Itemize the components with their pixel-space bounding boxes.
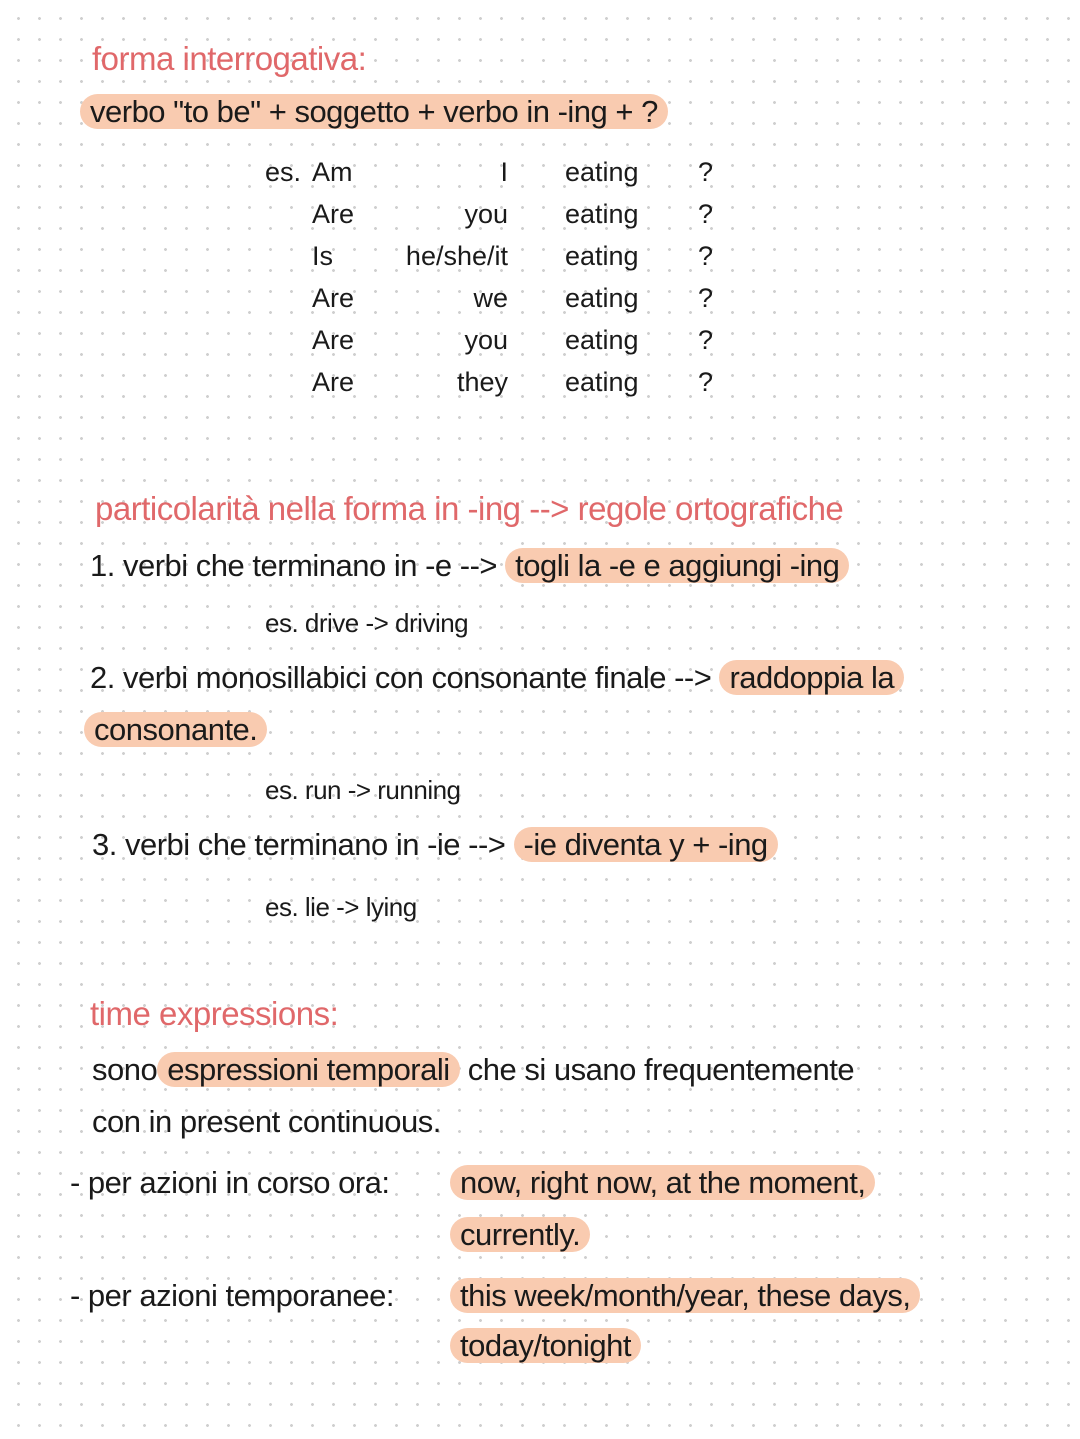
qmark-cell: ? bbox=[698, 367, 714, 397]
verb-cell: Are bbox=[312, 367, 355, 397]
qmark-cell: ? bbox=[698, 199, 714, 229]
rule3-example: es. lie -> lying bbox=[265, 892, 417, 922]
rule2-example: es. run -> running bbox=[265, 775, 461, 805]
item1-highlight-2: currently. bbox=[450, 1217, 590, 1252]
ing-cell: eating bbox=[565, 325, 639, 355]
item2-highlight-2: today/tonight bbox=[450, 1328, 641, 1363]
ing-cell: eating bbox=[565, 367, 639, 397]
verb-cell: Am bbox=[312, 157, 353, 187]
rule2-text: 2. verbi monosillabici con consonante finale --> bbox=[90, 660, 712, 695]
rule1-example: es. drive -> driving bbox=[265, 608, 469, 638]
qmark-cell: ? bbox=[698, 325, 714, 355]
paragraph-text: sono bbox=[92, 1052, 158, 1087]
qmark-cell: ? bbox=[698, 283, 714, 313]
subject-cell: you bbox=[464, 325, 508, 355]
ing-cell: eating bbox=[565, 241, 639, 271]
formula: verbo "to be" + soggetto + verbo in -ing + ? bbox=[80, 94, 668, 129]
section-title-time-expressions: time expressions: bbox=[90, 995, 339, 1032]
section-title-spelling: particolarità nella forma in -ing --> regole ortografiche bbox=[95, 490, 844, 527]
subject-cell: you bbox=[464, 199, 508, 229]
rule2-highlight-2: consonante. bbox=[84, 712, 267, 747]
subject-cell: we bbox=[473, 283, 508, 313]
rule1-text: 1. verbi che terminano in -e --> bbox=[90, 548, 497, 583]
ing-cell: eating bbox=[565, 157, 639, 187]
es-label: es. bbox=[265, 157, 302, 187]
verb-cell: Are bbox=[312, 325, 355, 355]
paragraph-line-2: con in present continuous. bbox=[92, 1104, 441, 1139]
verb-cell: Are bbox=[312, 199, 355, 229]
item2-label: - per azioni temporanee: bbox=[70, 1278, 395, 1313]
item1-highlight: now, right now, at the moment, bbox=[450, 1165, 875, 1200]
subject-cell: I bbox=[500, 157, 508, 187]
ing-cell: eating bbox=[565, 283, 639, 313]
item1-label: - per azioni in corso ora: bbox=[70, 1165, 390, 1200]
verb-cell: Are bbox=[312, 283, 355, 313]
paragraph-text-2: che si usano frequentemente bbox=[467, 1052, 855, 1087]
item2-highlight: this week/month/year, these days, bbox=[450, 1278, 920, 1313]
rule1-highlight: togli la -e e aggiungi -ing bbox=[505, 548, 849, 583]
rule3-highlight: -ie diventa y + -ing bbox=[514, 827, 778, 862]
verb-cell: Is bbox=[312, 241, 334, 271]
qmark-cell: ? bbox=[698, 157, 714, 187]
ing-cell: eating bbox=[565, 199, 639, 229]
rule3-text: 3. verbi che terminano in -ie --> bbox=[92, 827, 506, 862]
rule2-highlight: raddoppia la bbox=[719, 660, 904, 695]
paragraph-highlight: espressioni temporali bbox=[157, 1052, 459, 1087]
qmark-cell: ? bbox=[698, 241, 714, 271]
subject-cell: they bbox=[456, 367, 508, 397]
section-title-interrogative: forma interrogativa: bbox=[92, 40, 367, 77]
subject-cell: he/she/it bbox=[405, 241, 508, 271]
